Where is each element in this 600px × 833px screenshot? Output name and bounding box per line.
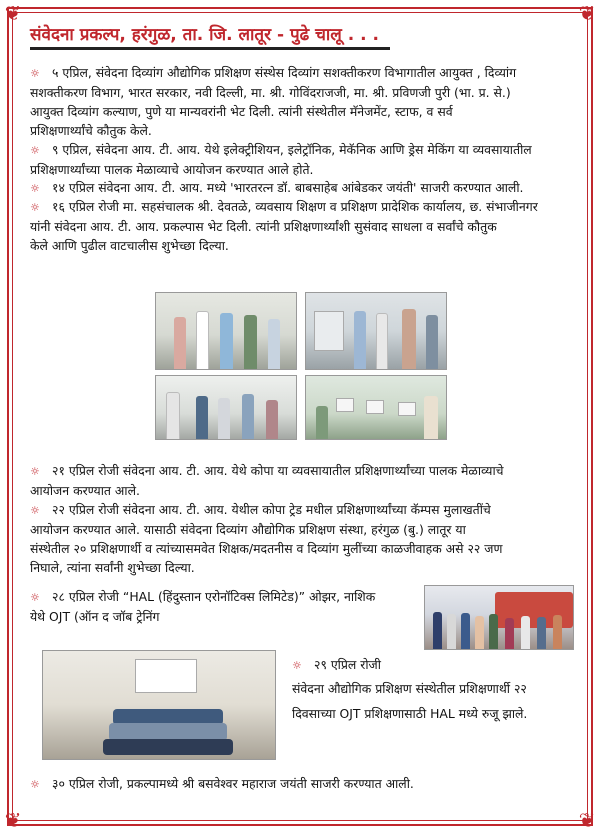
corner-ornament-icon: ❦ <box>578 808 596 832</box>
item-line: आयोजन करण्यात आले. <box>30 483 140 498</box>
item-line: आयुक्त दिव्यांग कल्याण, पुणे या मान्यवरांनी भेट दिली. त्यांनी संस्थेतील मॅनेजमेंट, स्टाफ, व सर्व <box>30 104 453 119</box>
corner-ornament-icon: ❦ <box>4 808 22 832</box>
item-line: १४ एप्रिल संवेदना आय. टी. आय. मध्ये 'भारतरत्न डॉ. बाबसाहेब आंबेडकर जयंती' साजरी करण्यात आली. <box>52 180 524 195</box>
news-item-30-april <box>30 774 578 794</box>
bullet-icon: ☼ <box>30 504 40 517</box>
bullet-icon: ☼ <box>30 144 40 157</box>
item-line: संस्थेतील २० प्रशिक्षणार्थी व त्यांच्यासमवेत शिक्षक/मदतनीस व दिव्यांग मुलींच्या काळजीवाहक असे २२ जण <box>30 541 503 556</box>
bullet-icon: ☼ <box>30 67 40 80</box>
bullet-icon: ☼ <box>30 591 40 604</box>
item-line: २१ एप्रिल रोजी संवेदना आय. टी. आय. येथे कोपा या व्यवसायातील प्रशिक्षणार्थ्यांच्या पालक मेळाव्याचे <box>52 463 504 478</box>
item-line: केले आणि पुढील वाटचालीस शुभेच्छा दिल्या. <box>30 238 229 253</box>
photo-visit-classroom <box>305 375 447 440</box>
news-item-21-april <box>30 461 578 500</box>
photo-hal-trip-group <box>424 585 574 650</box>
item-line: निघाले, त्यांना सर्वांनी शुभेच्छा दिल्या. <box>30 560 195 575</box>
photo-visit-group <box>155 292 297 370</box>
item-line: १६ एप्रिल रोजी मा. सहसंचालक श्री. देवतळे, व्यवसाय शिक्षण व प्रशिक्षण प्रादेशिक कार्यालय, छ. संभाजीनगर <box>52 199 538 214</box>
item-line: २८ एप्रिल रोजी “HAL (हिंदुस्तान एरोनॉटिक्स लिमिटेड)” ओझर, नाशिक <box>52 589 376 604</box>
item-line: ३० एप्रिल रोजी, प्रकल्पामध्ये श्री बसवेश्वर महाराज जयंती साजरी करण्यात आली. <box>52 776 414 791</box>
news-item-9-april <box>30 140 578 179</box>
photo-hal-hall-group <box>42 650 276 760</box>
item-line: ९ एप्रिल, संवेदना आय. टी. आय. येथे इलेक्ट्रीशियन, इलेट्रॉनिक, मेकॅनिक आणि ड्रेस मेकिंग या व्यवसायातील <box>52 142 532 157</box>
news-item-14-april <box>30 178 578 198</box>
photo-visit-lab <box>305 292 447 370</box>
news-item-28-april <box>30 587 420 626</box>
item-line: २९ एप्रिल रोजी <box>314 657 381 672</box>
corner-ornament-icon: ❦ <box>578 1 596 25</box>
news-item-5-april <box>30 63 578 140</box>
bullet-icon: ☼ <box>30 201 40 214</box>
item-line: दिवसाच्या OJT प्रशिक्षणासाठी HAL मध्ये रुजू झाले. <box>292 706 528 721</box>
news-item-16-april <box>30 197 578 255</box>
item-line: ५ एप्रिल, संवेदना दिव्यांग औद्योगिक प्रशिक्षण संस्थेस दिव्यांग सशक्तीकरण विभागातील आयुक्त , दिव्यांग <box>52 65 517 80</box>
title-underline <box>30 47 390 50</box>
photo-visit-discussion <box>155 375 297 440</box>
news-item-22-april <box>30 500 578 577</box>
news-item-29-april <box>292 655 582 723</box>
bullet-icon: ☼ <box>30 182 40 195</box>
item-line: सशक्तीकरण विभाग, भारत सरकार, नवी दिल्ली, मा. श्री. गोविंदराजजी, मा. श्री. प्रविणजी पुरी (भा. प्र. से.) <box>30 85 511 100</box>
item-line: २२ एप्रिल रोजी संवेदना आय. टी. आय. येथील कोपा ट्रेड मधील प्रशिक्षणार्थ्यांच्या कॅम्पस मुलाखतींचे <box>52 502 491 517</box>
item-line: येथे OJT (ऑन द जॉब ट्रेनिंग <box>30 609 160 624</box>
item-line: प्रशिक्षणार्थ्यांचे कौतुक केले. <box>30 123 152 138</box>
item-line: प्रशिक्षणार्थ्यांच्या पालक मेळाव्याचे आयोजन करण्यात आले होते. <box>30 162 314 177</box>
item-line: आयोजन करण्यात आले. यासाठी संवेदना दिव्यांग औद्योगिक प्रशिक्षण संस्था, हरंगुळ (बु.) लातूर या <box>30 522 466 537</box>
bullet-icon: ☼ <box>30 778 40 791</box>
item-line: संवेदना औद्योगिक प्रशिक्षण संस्थेतील प्रशिक्षणार्थी २२ <box>292 681 527 696</box>
corner-ornament-icon: ❦ <box>4 1 22 25</box>
page-title: संवेदना प्रकल्प, हरंगुळ, ता. जि. लातूर - पुढे चालू . . . <box>30 25 379 45</box>
item-line: यांनी संवेदना आय. टी. आय. प्रकल्पास भेट दिली. त्यांनी प्रशिक्षणार्थ्यांशी सुसंवाद साधला व सर्वांचे कौतुक <box>30 219 497 234</box>
bullet-icon: ☼ <box>30 465 40 478</box>
bullet-icon: ☼ <box>292 659 302 672</box>
